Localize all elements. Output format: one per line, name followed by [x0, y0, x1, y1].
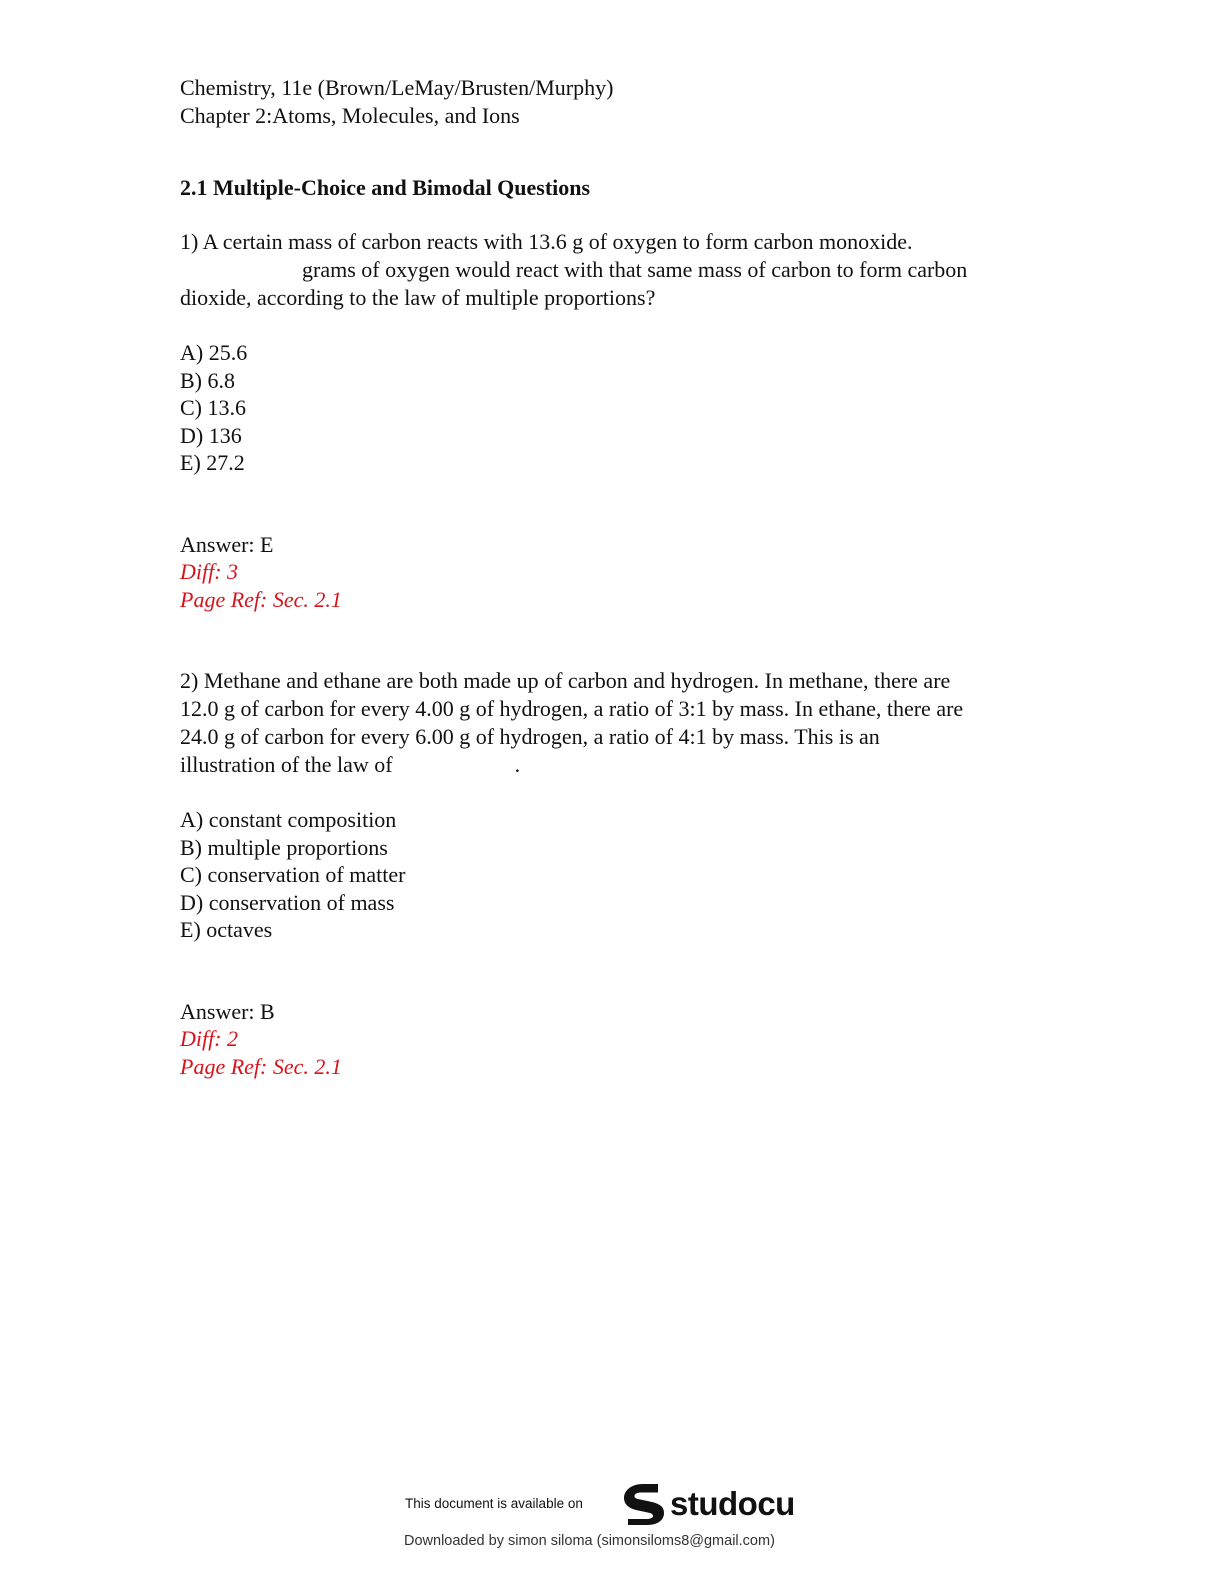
- choice-item: D) 136: [180, 422, 242, 448]
- question-2-line-4: [180, 751, 1040, 779]
- question-2-line-4-period: .: [514, 752, 521, 777]
- question-1-answer-block: [180, 531, 1040, 614]
- question-1-line-1: 1) A certain mass of carbon reacts with 13.6 g of oxygen to form carbon monoxide.: [180, 229, 913, 254]
- answer-line: Answer: B: [180, 998, 275, 1024]
- question-1-line-3: dioxide, according to the law of multiple proportions?: [180, 285, 656, 310]
- choice-item: E) octaves: [180, 917, 273, 942]
- question-2-line-4-text: illustration of the law of: [180, 752, 393, 777]
- choice-item: B) multiple proportions: [180, 834, 388, 860]
- studocu-logo[interactable]: [620, 1482, 795, 1526]
- document-footer: [0, 1476, 1224, 1576]
- question-2: [180, 667, 1040, 1080]
- chapter-title-line: Chapter 2:Atoms, Molecules, and Ions: [180, 103, 520, 128]
- choice-item: D) conservation of mass: [180, 889, 395, 915]
- choice-item: A) constant composition: [180, 807, 397, 832]
- choice-item: E) 27.2: [180, 450, 245, 475]
- difficulty-line: Diff: 3: [180, 559, 239, 584]
- question-2-line-3: 24.0 g of carbon for every 6.00 g of hydrogen, a ratio of 4:1 by mass. This is an: [180, 724, 880, 749]
- question-1-line-2: [180, 256, 1040, 284]
- question-2-line-1: 2) Methane and ethane are both made up of carbon and hydrogen. In methane, there are: [180, 668, 951, 693]
- availability-text: This document is available on: [405, 1496, 583, 1511]
- question-2-line-2: 12.0 g of carbon for every 4.00 g of hydrogen, a ratio of 3:1 by mass. In ethane, there are: [180, 696, 964, 721]
- choice-item: C) conservation of matter: [180, 862, 406, 887]
- choice-item: C) 13.6: [180, 395, 246, 420]
- page-ref-line: Page Ref: Sec. 2.1: [180, 586, 342, 612]
- question-2-choices: [180, 806, 1040, 944]
- difficulty-line: Diff: 2: [180, 1026, 239, 1051]
- page-content: [180, 74, 1040, 1080]
- book-title-line: Chemistry, 11e (Brown/LeMay/Brusten/Murphy): [180, 75, 614, 100]
- question-1-line-2-text: grams of oxygen would react with that same mass of carbon to form carbon: [302, 257, 968, 282]
- studocu-wordmark: studocu: [670, 1485, 795, 1522]
- page-ref-line: Page Ref: Sec. 2.1: [180, 1053, 342, 1079]
- question-2-answer-block: [180, 998, 1040, 1081]
- answer-line: Answer: E: [180, 531, 274, 557]
- choice-item: B) 6.8: [180, 367, 235, 393]
- question-1: [180, 228, 1040, 613]
- choice-item: A) 25.6: [180, 340, 248, 365]
- studocu-logo-icon: [620, 1482, 666, 1526]
- section-heading: 2.1 Multiple-Choice and Bimodal Questions: [180, 175, 591, 200]
- downloaded-by-text: Downloaded by simon siloma (simonsiloms8@gmail.com): [404, 1533, 775, 1549]
- question-1-choices: [180, 339, 1040, 477]
